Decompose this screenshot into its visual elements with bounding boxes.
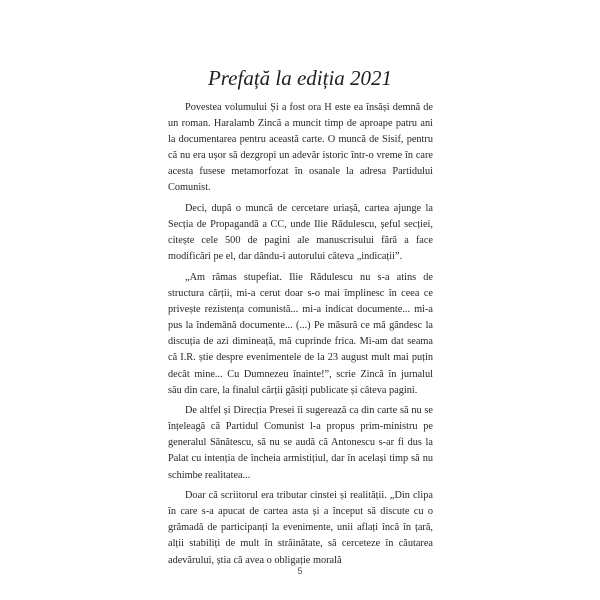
- chapter-title: Prefață la ediția 2021: [207, 66, 393, 90]
- page-number: 5: [297, 566, 303, 576]
- paragraph-3: „Am rămas stupefiat. Ilie Rădulescu nu s-a atins de structura cărții, mi-a cerut doar s-o mai împlinesc în ceea ce privește rezistența comunistă... mi-a indicat documente... mi-a pus la îndemână documente... (...) Pe măsură ce mă gândesc la discuția de azi dimineață, mă cuprinde frica. Mi-am dat seama că I.R. știe despre evenimentele de la 23 august mult mai puțin decât mine... Cu Dumnezeu înainte!”, scrie Zincă în jurnalul său din care, la finalul cărții găsiți publicate și câteva pagini.: [168, 271, 433, 396]
- body-text: [168, 100, 433, 573]
- paragraph-1: Povestea volumului Și a fost ora H este ea însăși demnă de un roman. Haralamb Zincă a muncit timp de aproape patru ani la documentarea pentru această carte. O muncă de Sisif, pentru că nu era ușor să dezgropi un adevăr istoric într-o vreme în care acesta fusese metamorfozat în osanale la adresa Partidului Comunist.: [168, 102, 433, 194]
- paragraph-4: De altfel și Direcția Presei îi sugerează ca din carte să nu se înțeleagă că Partidul Comunist l-a propus prim-ministru pe generalul Sănătescu, să nu se audă că Antonescu s-ar fi dus la Palat cu intenția de încheia armistițiul, dar în același timp să nu schimbe realitatea...: [168, 405, 433, 481]
- paragraph-2: Deci, după o muncă de cercetare uriașă, cartea ajunge la Secția de Propagandă a CC, unde Ilie Rădulescu, șeful secției, citește cele 500 de pagini ale manuscrisului fără a face modificări pe el, dar dându-i autorului câteva „indicații”.: [168, 203, 433, 263]
- paragraph-5: Doar că scriitorul era tributar cinstei și realității. „Din clipa în care s-a apucat de cartea asta și a început să discute cu o grămadă de participanți la evenimente, unii aflați încă în țară, alții stabiliți de mult în străinătate, să cerceteze în căutarea adevărului, știa că avea o obligație morală: [168, 490, 433, 566]
